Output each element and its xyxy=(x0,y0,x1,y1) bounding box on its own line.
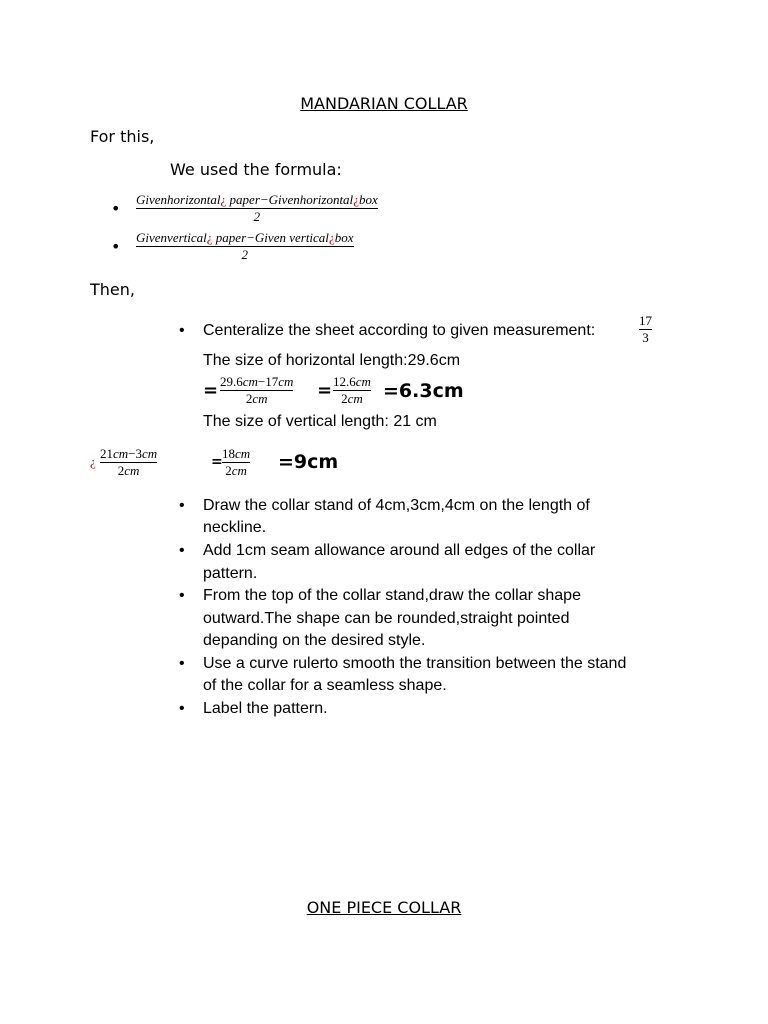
bullet: • xyxy=(179,587,185,604)
step-text: neckline. xyxy=(203,519,267,536)
centre-instruction: Centeralize the sheet according to given measurement: xyxy=(203,322,596,339)
centre-fraction: 17 3 xyxy=(639,313,652,345)
vertical-size-text: The size of vertical length: 21 cm xyxy=(203,413,437,430)
horizontal-fraction-1: 29.6cm−17cm 2cm xyxy=(220,374,294,406)
step-text: outward.The shape can be rounded,straight pointed xyxy=(203,610,570,627)
bullet: • xyxy=(111,237,121,256)
bullet: • xyxy=(179,497,185,514)
step-text: of the collar for a seamless shape. xyxy=(203,677,447,694)
vertical-fraction-1: 21cm−3cm 2cm xyxy=(100,446,158,478)
page-title: MANDARIAN COLLAR xyxy=(300,94,468,113)
horizontal-result: =6.3cm xyxy=(383,380,464,402)
step-text: Add 1cm seam allowance around all edges of the collar xyxy=(203,542,596,559)
step-text: Label the pattern. xyxy=(203,700,328,717)
bullet: • xyxy=(179,542,185,559)
intro-for-this: For this, xyxy=(90,127,155,146)
intro-then: Then, xyxy=(90,280,135,299)
equals-sign: = xyxy=(317,380,333,401)
formula-horizontal: Givenhorizontal¿ paper−Givenhorizontal¿box 2 xyxy=(136,192,378,224)
step-text: Use a curve rulerto smooth the transition between the stand xyxy=(203,655,627,672)
formula-vertical: Givenvertical¿ paper−Given vertical¿box 2 xyxy=(136,230,354,262)
bullet: • xyxy=(111,199,121,218)
unknown-char-mark: ¿ xyxy=(90,454,96,469)
bullet: • xyxy=(179,655,185,672)
step-text: depanding on the desired style. xyxy=(203,632,426,649)
section-title: ONE PIECE COLLAR xyxy=(306,898,462,917)
horizontal-fraction-2: 12.6cm 2cm xyxy=(333,374,371,406)
vertical-result: =9cm xyxy=(278,451,339,473)
equals-sign: = xyxy=(211,454,223,470)
horizontal-size-text: The size of horizontal length:29.6cm xyxy=(203,352,461,369)
equals-sign: = xyxy=(203,380,219,401)
intro-formula-lead: We used the formula: xyxy=(170,160,342,179)
step-text: Draw the collar stand of 4cm,3cm,4cm on the length of xyxy=(203,497,590,514)
bullet: • xyxy=(179,700,185,717)
step-text: From the top of the collar stand,draw the collar shape xyxy=(203,587,581,604)
vertical-fraction-2: 18cm 2cm xyxy=(222,446,251,478)
step-text: pattern. xyxy=(203,565,258,582)
bullet: • xyxy=(179,322,185,339)
